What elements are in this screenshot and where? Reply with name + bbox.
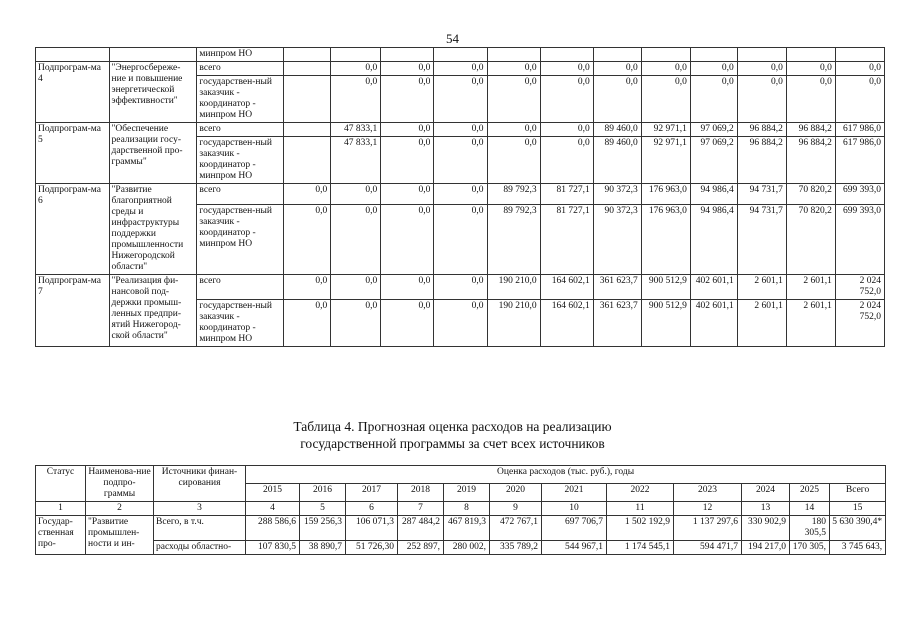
empty-cell	[786, 48, 835, 62]
table-cell: 94 731,7	[737, 204, 786, 274]
table-cell: 94 986,4	[690, 184, 737, 205]
table-cell: 0,0	[487, 62, 540, 76]
table-cell: 0,0	[540, 62, 593, 76]
table-cell: 107 830,5	[246, 541, 300, 555]
table-cell: 0,0	[641, 76, 690, 123]
source-cell: всего	[197, 62, 284, 76]
source-cell: всего	[197, 275, 284, 300]
table-cell: 106 071,3	[346, 516, 398, 541]
status-cell: Подпрограм-ма 5	[36, 123, 110, 184]
table-cell: 0,0	[381, 137, 434, 184]
header-status: Статус	[36, 466, 86, 502]
table-cell: 164 602,1	[540, 300, 593, 347]
forecast-table	[35, 465, 886, 555]
header-sources: Источники финан-сирования	[154, 466, 246, 502]
table-cell: 0,0	[381, 204, 434, 274]
column-number: 4	[246, 502, 300, 516]
column-number: 6	[346, 502, 398, 516]
empty-cell	[835, 48, 884, 62]
year-header: Всего	[830, 484, 886, 502]
table-cell: 97 069,2	[690, 137, 737, 184]
table-cell: 0,0	[434, 123, 487, 137]
table-cell: 0,0	[434, 275, 487, 300]
table-cell: 0,0	[487, 123, 540, 137]
table-cell: 96 884,2	[786, 137, 835, 184]
table-cell: 51 726,30	[346, 541, 398, 555]
table-cell: 2 601,1	[786, 300, 835, 347]
table-cell: 361 623,7	[593, 300, 641, 347]
table-cell: 164 602,1	[540, 275, 593, 300]
table-cell: 0,0	[434, 184, 487, 205]
table-cell: 96 884,2	[786, 123, 835, 137]
table-cell: 1 137 297,6	[674, 516, 742, 541]
empty-cell	[284, 62, 331, 76]
table-cell: 1 174 545,1	[607, 541, 674, 555]
column-number: 13	[742, 502, 790, 516]
table-cell: 94 986,4	[690, 204, 737, 274]
table-caption-line2: государственной программы за счет всех источников	[300, 436, 605, 451]
table-cell: 0,0	[737, 62, 786, 76]
column-number: 5	[300, 502, 346, 516]
column-number: 1	[36, 502, 86, 516]
table-cell: 280 002,	[444, 541, 490, 555]
name-cell: "Реализация фи-нансовой под-держки промыш-ленных предпри-ятий Нижегород-ской области"	[109, 275, 197, 347]
empty-cell	[381, 48, 434, 62]
empty-cell	[434, 48, 487, 62]
table-cell: 0,0	[331, 204, 381, 274]
table-cell: 0,0	[786, 62, 835, 76]
table-cell: 0,0	[593, 62, 641, 76]
table-cell: 0,0	[381, 275, 434, 300]
table-caption-line1: Таблица 4. Прогнозная оценка расходов на реализацию	[293, 419, 612, 434]
table-cell: 92 971,1	[641, 137, 690, 184]
table-cell: 0,0	[434, 62, 487, 76]
table-cell: 697 706,7	[542, 516, 607, 541]
table-cell: 0,0	[381, 62, 434, 76]
table-cell: 0,0	[835, 62, 884, 76]
empty-cell	[540, 48, 593, 62]
column-number: 10	[542, 502, 607, 516]
table-cell: 0,0	[331, 62, 381, 76]
status-cell: Подпрограм-ма 7	[36, 275, 110, 347]
empty-cell	[487, 48, 540, 62]
table-cell: 96 884,2	[737, 137, 786, 184]
empty-cell	[593, 48, 641, 62]
table-cell: 92 971,1	[641, 123, 690, 137]
table-cell: 5 630 390,4*	[830, 516, 886, 541]
table-cell: 0,0	[540, 123, 593, 137]
table-cell: 0,0	[434, 300, 487, 347]
table-cell: 2 024 752,0	[835, 300, 884, 347]
column-number: 2	[86, 502, 154, 516]
table-cell: 70 820,2	[786, 184, 835, 205]
table-cell: 81 727,1	[540, 204, 593, 274]
table-cell: 0,0	[331, 275, 381, 300]
table-cell: 0,0	[381, 76, 434, 123]
name-cell: "Обеспечение реализации госу-дарственной про-граммы"	[109, 123, 197, 184]
table-cell: 0,0	[381, 300, 434, 347]
empty-cell	[737, 48, 786, 62]
row-source: расходы областно-	[154, 541, 246, 555]
empty-cell	[284, 48, 331, 62]
source-cell: государствен-ный заказчик - координатор - минпром НО	[197, 204, 284, 274]
row-status: Государ-ственная про-	[36, 516, 86, 555]
table-cell: 0,0	[690, 76, 737, 123]
table-cell: 0,0	[593, 76, 641, 123]
page-number: 54	[446, 31, 459, 46]
table-cell: 89 460,0	[593, 123, 641, 137]
year-header: 2015	[246, 484, 300, 502]
header-estimate: Оценка расходов (тыс. руб.), годы	[246, 466, 886, 484]
table-cell: 0,0	[434, 137, 487, 184]
table-cell: 47 833,1	[331, 137, 381, 184]
year-header: 2017	[346, 484, 398, 502]
table-cell: 335 789,2	[490, 541, 542, 555]
table-cell: 2 024 752,0	[835, 275, 884, 300]
table-cell: 70 820,2	[786, 204, 835, 274]
column-number: 7	[398, 502, 444, 516]
table-cell: 96 884,2	[737, 123, 786, 137]
table-cell: 0,0	[284, 204, 331, 274]
empty-cell	[331, 48, 381, 62]
table-cell: 0,0	[737, 76, 786, 123]
table-cell: 617 986,0	[835, 137, 884, 184]
table-cell: 699 393,0	[835, 204, 884, 274]
column-number: 12	[674, 502, 742, 516]
table-cell: 90 372,3	[593, 184, 641, 205]
empty-cell	[109, 48, 197, 62]
header-name: Наименова-ние подпро-граммы	[86, 466, 154, 502]
table-cell: 176 963,0	[641, 184, 690, 205]
source-cell: государствен-ный заказчик - координатор - минпром НО	[197, 137, 284, 184]
table-cell: 900 512,9	[641, 275, 690, 300]
table-cell: 190 210,0	[487, 275, 540, 300]
table-cell: 0,0	[331, 184, 381, 205]
source-cell: всего	[197, 123, 284, 137]
table-cell: 90 372,3	[593, 204, 641, 274]
table-cell: 617 986,0	[835, 123, 884, 137]
table-row	[36, 184, 885, 205]
table-cell: 0,0	[487, 76, 540, 123]
table-cell: 94 731,7	[737, 184, 786, 205]
table-cell: 0,0	[540, 76, 593, 123]
table-cell: 0,0	[284, 300, 331, 347]
table-cell: 1 502 192,9	[607, 516, 674, 541]
subprogram-table	[35, 47, 885, 347]
status-cell: Подпрограм-ма 6	[36, 184, 110, 275]
table-row	[36, 275, 885, 300]
table-cell: 0,0	[331, 300, 381, 347]
table-cell: 180 305,5	[790, 516, 830, 541]
year-header: 2016	[300, 484, 346, 502]
table-cell: 900 512,9	[641, 300, 690, 347]
table-row	[36, 123, 885, 137]
empty-cell	[284, 137, 331, 184]
year-header: 2024	[742, 484, 790, 502]
source-cell: государствен-ный заказчик - координатор - минпром НО	[197, 300, 284, 347]
table-cell: 252 897,	[398, 541, 444, 555]
table-cell: 402 601,1	[690, 275, 737, 300]
table-cell: 0,0	[540, 137, 593, 184]
table-cell: 288 586,6	[246, 516, 300, 541]
table-cell: 89 792,3	[487, 184, 540, 205]
empty-cell	[36, 48, 110, 62]
column-number: 3	[154, 502, 246, 516]
table-cell: 89 792,3	[487, 204, 540, 274]
table-cell: 2 601,1	[737, 275, 786, 300]
empty-cell	[690, 48, 737, 62]
year-header: 2021	[542, 484, 607, 502]
table-cell: 2 601,1	[786, 275, 835, 300]
table-cell: 47 833,1	[331, 123, 381, 137]
year-header: 2018	[398, 484, 444, 502]
table-cell: 467 819,3	[444, 516, 490, 541]
row-name: "Развитие промышлен-ности и ин-	[86, 516, 154, 555]
empty-cell	[641, 48, 690, 62]
column-number: 9	[490, 502, 542, 516]
table-cell: 0,0	[690, 62, 737, 76]
table-cell: 89 460,0	[593, 137, 641, 184]
year-header: 2020	[490, 484, 542, 502]
table-cell: 544 967,1	[542, 541, 607, 555]
year-header: 2023	[674, 484, 742, 502]
year-header: 2019	[444, 484, 490, 502]
table-cell: 330 902,9	[742, 516, 790, 541]
column-number: 14	[790, 502, 830, 516]
table-cell: 699 393,0	[835, 184, 884, 205]
source-cell: минпром НО	[197, 48, 284, 62]
table-cell: 402 601,1	[690, 300, 737, 347]
table-cell: 38 890,7	[300, 541, 346, 555]
table-cell: 0,0	[434, 76, 487, 123]
table-cell: 3 745 643,	[830, 541, 886, 555]
table-cell: 0,0	[331, 76, 381, 123]
year-header: 2022	[607, 484, 674, 502]
row-source: Всего, в т.ч.	[154, 516, 246, 541]
empty-cell	[284, 123, 331, 137]
table-cell: 361 623,7	[593, 275, 641, 300]
column-number: 11	[607, 502, 674, 516]
table-cell: 0,0	[487, 137, 540, 184]
table-cell: 0,0	[835, 76, 884, 123]
table-cell: 81 727,1	[540, 184, 593, 205]
table-cell: 190 210,0	[487, 300, 540, 347]
column-number: 8	[444, 502, 490, 516]
table-cell: 2 601,1	[737, 300, 786, 347]
source-cell: государствен-ный заказчик - координатор - минпром НО	[197, 76, 284, 123]
source-cell: всего	[197, 184, 284, 205]
table-cell: 170 305,	[790, 541, 830, 555]
empty-cell	[284, 76, 331, 123]
table-cell: 0,0	[284, 275, 331, 300]
year-header: 2025	[790, 484, 830, 502]
column-number: 15	[830, 502, 886, 516]
table-row	[36, 62, 885, 76]
name-cell: "Развитие благоприятной среды и инфраструктуры поддержки промышленности Нижегородской области"	[109, 184, 197, 275]
table-cell: 0,0	[434, 204, 487, 274]
table-cell: 97 069,2	[690, 123, 737, 137]
table-cell: 0,0	[641, 62, 690, 76]
table-cell: 176 963,0	[641, 204, 690, 274]
table-cell: 159 256,3	[300, 516, 346, 541]
table-cell: 287 484,2	[398, 516, 444, 541]
table-cell: 194 217,0	[742, 541, 790, 555]
table-cell: 0,0	[381, 184, 434, 205]
table-cell: 472 767,1	[490, 516, 542, 541]
table-cell: 594 471,7	[674, 541, 742, 555]
status-cell: Подпрограм-ма 4	[36, 62, 110, 123]
table-cell: 0,0	[786, 76, 835, 123]
table-cell: 0,0	[284, 184, 331, 205]
name-cell: "Энергосбереже-ние и повышение энергетической эффективности"	[109, 62, 197, 123]
table-cell: 0,0	[381, 123, 434, 137]
